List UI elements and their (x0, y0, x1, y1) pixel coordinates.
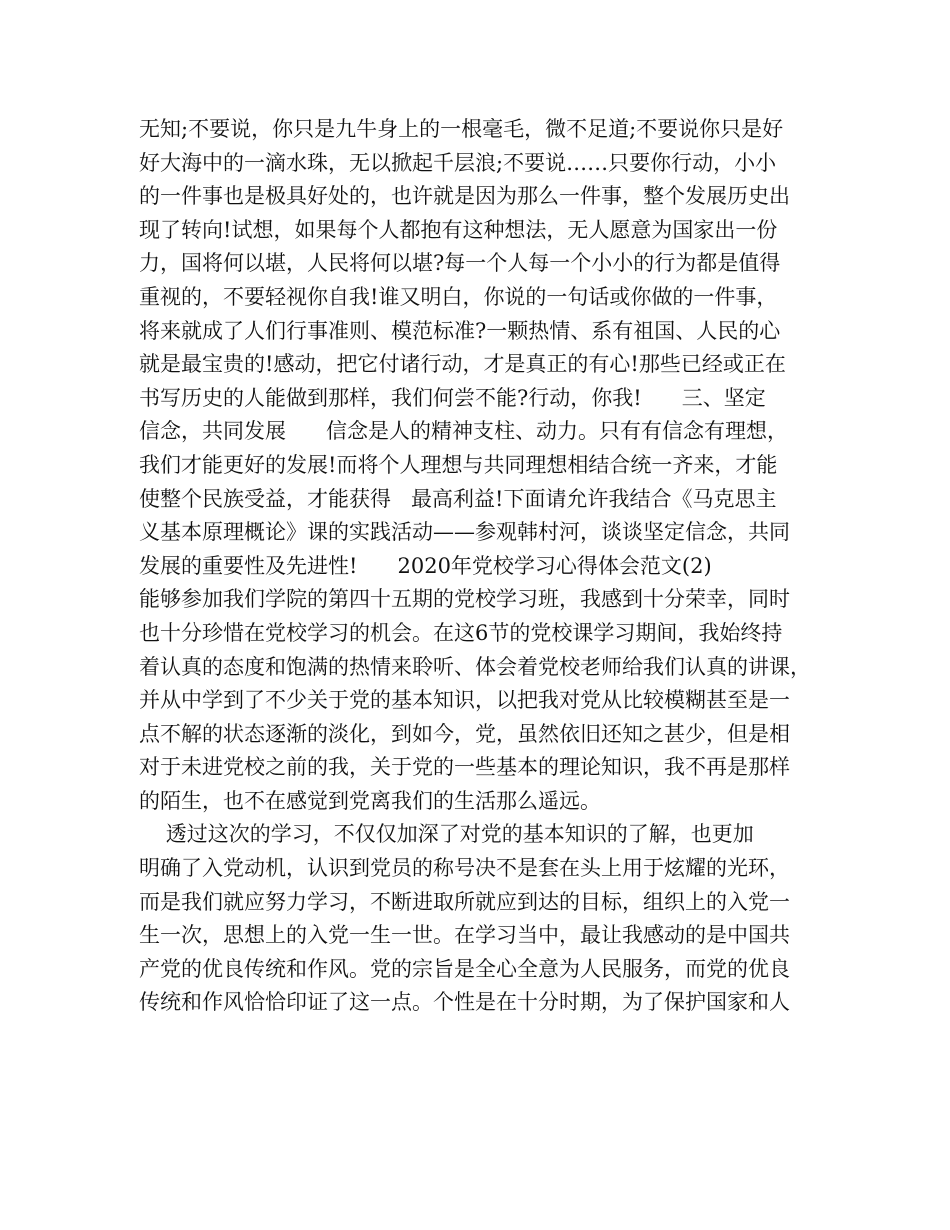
text-line: 力，国将何以堪，人民将何以堪?每一个人每一个小小的行为都是值得 (139, 251, 781, 276)
text-line: 无知;不要说，你只是九牛身上的一根毫毛，微不足道;不要说你只是好 (139, 117, 784, 141)
text-line: 点不解的状态逐渐的淡化，到如今，党，虽然依旧还知之甚少，但是相 (139, 721, 790, 746)
text-line: 我们才能更好的发展!而将个人理想与共同理想相结合统一齐来，才能 (139, 452, 778, 477)
text-line: 信念，共同发展 信念是人的精神支柱、动力。只有有信念有理想， (139, 419, 789, 444)
text-line: 将来就成了人们行事准则、模范标准?一颗热情、系有祖国、人民的心 (139, 318, 781, 343)
text-line: 好大海中的一滴水珠，无以掀起千层浪;不要说……只要你行动，小小 (139, 150, 777, 175)
text-line: 传统和作风恰恰印证了这一点。个性是在十分时期，为了保护国家和人 (139, 990, 790, 1015)
text-line: 的一件事也是极具好处的，也许就是因为那么一件事，整个发展历史出 (139, 184, 790, 209)
text-line: 就是最宝贵的!感动，把它付诸行动，才是真正的有心!那些已经或正在 (139, 352, 786, 377)
text-line: 能够参加我们学院的第四十五期的党校学习班，我感到十分荣幸，同时 (139, 587, 790, 612)
text-line: 透过这次的学习，不仅仅加深了对党的基本知识的了解，也更加 (139, 822, 754, 847)
text-line: 产党的优良传统和作风。党的宗旨是全心全意为人民服务，而党的优良 (139, 956, 790, 981)
text-line: 并从中学到了不少关于党的基本知识，以把我对党从比较模糊甚至是一 (139, 688, 790, 713)
text-line: 也十分珍惜在党校学习的机会。在这6节的党校课学习期间，我始终持 (139, 620, 783, 645)
text-line: 的陌生，也不在感觉到党离我们的生活那么遥远。 (139, 788, 601, 813)
body-text (139, 113, 829, 1020)
text-line: 现了转向!试想，如果每个人都抱有这种想法，无人愿意为国家出一份 (139, 217, 778, 242)
text-line: 而是我们就应努力学习，不断进取所就应到达的目标，组织上的入党一 (139, 889, 790, 914)
text-line: 明确了入党动机，认识到党员的称号决不是套在头上用于炫耀的光环， (139, 856, 790, 881)
text-line: 对于未进党校之前的我，关于党的一些基本的理论知识，我不再是那样 (139, 755, 790, 780)
text-line: 重视的，不要轻视你自我!谁又明白，你说的一句话或你做的一件事， (139, 284, 778, 309)
text-line: 使整个民族受益，才能获得 最高利益!下面请允许我结合《马克思主 (139, 486, 777, 511)
text-line: 义基本原理概论》课的实践活动——参观韩村河，谈谈坚定信念，共同 (139, 520, 790, 545)
text-line: 着认真的态度和饱满的热情来聆听、体会着党校老师给我们认真的讲课， (139, 654, 811, 679)
text-line: 生一次，思想上的入党一生一世。在学习当中，最让我感动的是中国共 (139, 923, 790, 948)
text-line: 发展的重要性及先进性! 2020年党校学习心得体会范文(2) (139, 553, 712, 578)
text-line: 书写历史的人能做到那样，我们何尝不能?行动，你我! 三、坚定 (139, 385, 766, 410)
